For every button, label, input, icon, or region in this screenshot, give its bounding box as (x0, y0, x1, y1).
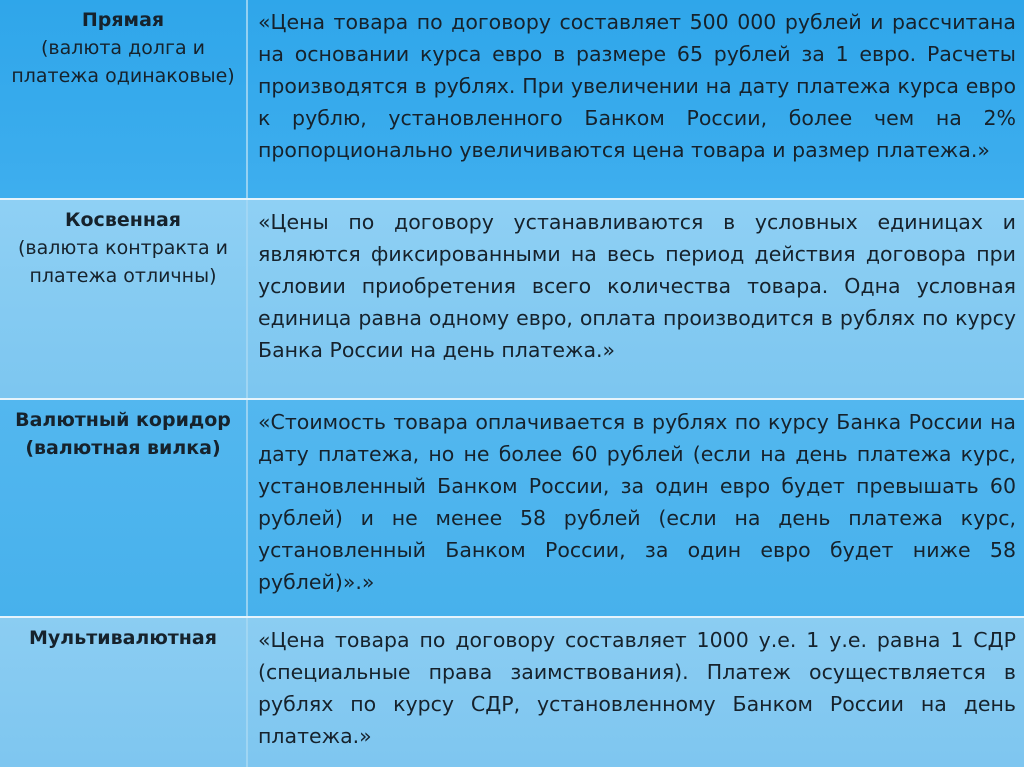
row-text-cell: «Цена товара по договору составляет 1000 у.е. 1 у.е. равна 1 СДР (специальные права заимствования). Платеж осуществляется в рублях по курсу СДР, установленному Банком России на день платежа.» (258, 628, 1016, 748)
row-label-subtitle: (валюта долга и платежа одинаковые) (11, 37, 235, 87)
row-label-title: Мультивалютная (29, 627, 217, 649)
row-text-cell: «Цена товара по договору составляет 500 000 рублей и рассчитана на основании курса евро в размере 65 рублей за 1 евро. Расчеты производятся в рублях. При увеличении на дату платежа курса евро к рублю, установленного Банком России, более чем на 2% пропорционально увеличиваются цена товара и размер платежа.» (258, 10, 1016, 162)
row-label-title: Прямая (81, 9, 165, 31)
table-row-multicurrency (0, 616, 1024, 767)
column-divider (246, 0, 248, 198)
row-label-subtitle: (валютная вилка) (25, 437, 221, 459)
row-label-title: Косвенная (64, 209, 182, 231)
row-label-title: Валютный коридор (15, 409, 231, 431)
table-row-direct (0, 0, 1024, 198)
column-divider (246, 400, 248, 616)
table-row-indirect (0, 198, 1024, 398)
row-label-subtitle: (валюта контракта и платежа отличны) (17, 237, 228, 287)
row-label-cell (0, 618, 246, 767)
table-row-currency-corridor (0, 398, 1024, 616)
column-divider (246, 618, 248, 767)
row-label-cell (0, 200, 246, 398)
row-text-cell: «Цены по договору устанавливаются в условных единицах и являются фиксированными на весь период действия договора при условии приобретения всего количества товара. Одна условная единица равна одному евро, оплата производится в рублях по курсу Банка России на день платежа.» (258, 210, 1016, 362)
column-divider (246, 200, 248, 398)
row-text-cell: «Стоимость товара оплачивается в рублях по курсу Банка России на дату платежа, но не более 60 рублей (если на день платежа курс, установленный Банком России, за один евро будет превышать 60 рублей) и не менее 58 рублей (если на день платежа курс, установленный Банком России, за один евро будет ниже 58 рублей)».» (258, 410, 1016, 594)
row-label-cell (0, 400, 246, 616)
row-label-cell (0, 0, 246, 198)
